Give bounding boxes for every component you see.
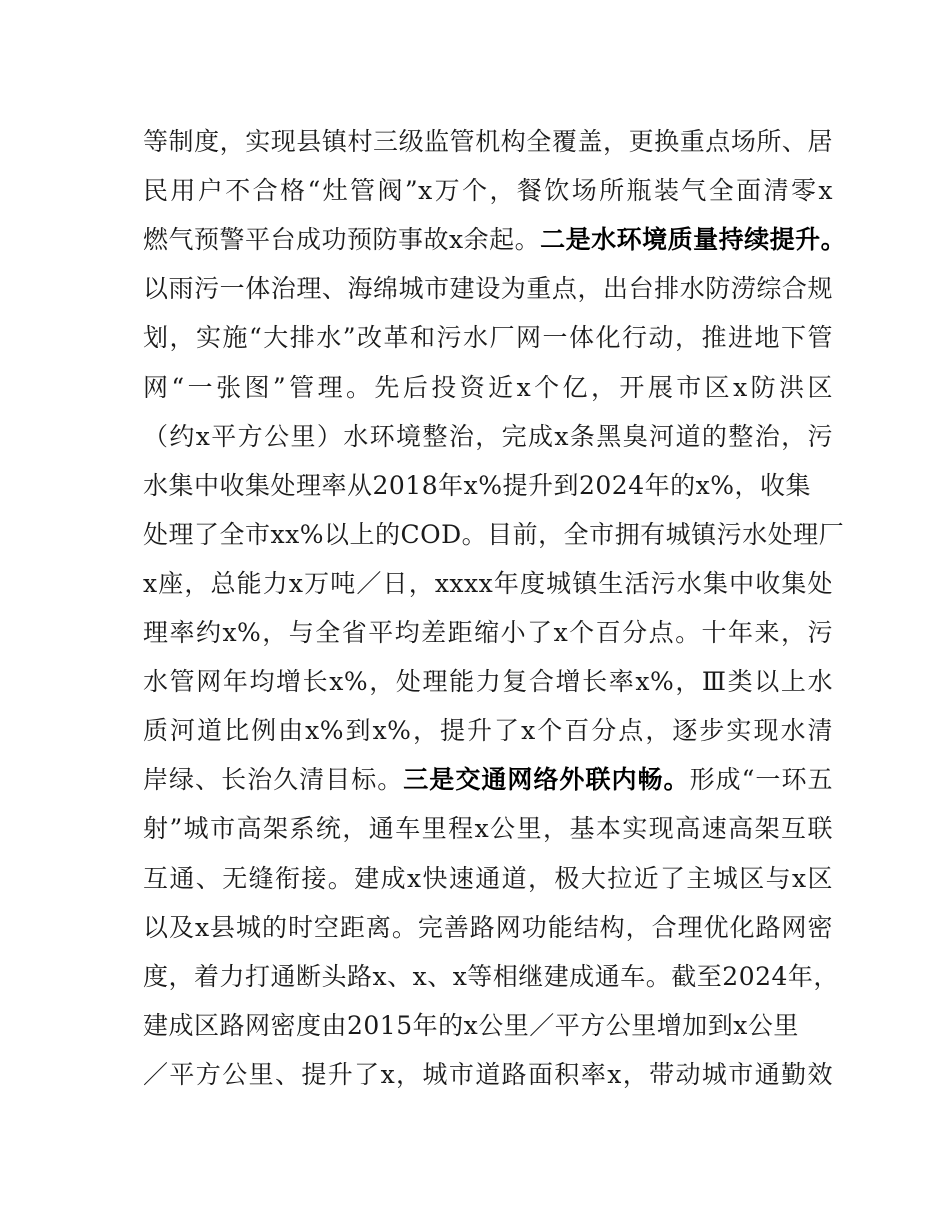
text-run: 燃气预警平台成功预防事故x余起。 <box>143 225 541 255</box>
text-run: 形成“一环五 <box>689 765 833 795</box>
text-line <box>143 908 833 948</box>
text-run: 射”城市高架系统，通车里程x公里，基本实现高速高架互联 <box>143 814 833 844</box>
text-line <box>143 711 833 751</box>
text-run: 度，着力打通断头路x、x、x等相继建成通车。截至2024年， <box>143 961 839 991</box>
text-run: 处理了全市xx%以上的COD。目前，全市拥有城镇污水处理厂 <box>143 519 845 549</box>
text-run: 等制度，实现县镇村三级监管机构全覆盖，更换重点场所、居 <box>143 127 833 156</box>
text-line <box>143 859 833 899</box>
text-run: ／平方公里、提升了x，城市道路面积率x，带动城市通勤效 <box>143 1059 833 1089</box>
text-run: 建成区路网密度由2015年的x公里／平方公里增加到x公里 <box>143 1010 799 1040</box>
bold-heading-phrase: 三是交通网络外联内畅。 <box>403 765 690 795</box>
text-line <box>143 269 833 309</box>
text-line <box>143 220 847 260</box>
text-run: 划，实施“大排水”改革和污水厂网一体化行动，推进地下管 <box>143 323 833 353</box>
text-line <box>143 809 833 849</box>
text-line <box>143 122 833 162</box>
text-line <box>143 318 833 358</box>
text-run: 民用户不合格“灶管阀”x万个，餐饮场所瓶装气全面清零x <box>143 176 833 206</box>
text-run: 以雨污一体治理、海绵城市建设为重点，出台排水防涝综合规 <box>143 274 833 304</box>
text-line <box>143 760 833 800</box>
text-line <box>143 171 833 211</box>
text-run: 水管网年均增长x%，处理能力复合增长率x%，Ⅲ类以上水 <box>143 667 833 697</box>
text-line <box>143 417 833 457</box>
text-run: 水集中收集处理率从2018年x%提升到2024年的x%，收集 <box>143 470 811 500</box>
text-run: 岸绿、长治久清目标。 <box>143 765 404 795</box>
text-run: 质河道比例由x%到x%，提升了x个百分点，逐步实现水清 <box>143 716 833 746</box>
text-line <box>143 564 833 604</box>
text-run: 网“一张图”管理。先后投资近x个亿，开展市区x防洪区 <box>143 372 833 402</box>
text-line <box>143 662 833 702</box>
text-run: （约x平方公里）水环境整治，完成x条黑臭河道的整治，污 <box>143 421 833 451</box>
text-line <box>143 957 839 997</box>
text-line <box>143 368 833 408</box>
text-line <box>143 466 833 506</box>
text-run: x座，总能力x万吨／日，xxxx年度城镇生活污水集中收集处 <box>143 568 833 598</box>
text-line <box>143 1006 833 1046</box>
text-run: 以及x县城的时空距离。完善路网功能结构，合理优化路网密 <box>143 912 833 942</box>
text-line <box>143 1055 833 1095</box>
text-run: 理率约x%，与全省平均差距缩小了x个百分点。十年来，污 <box>143 618 833 647</box>
text-run: 互通、无缝衔接。建成x快速通道，极大拉近了主城区与x区 <box>143 863 833 893</box>
bold-heading-phrase: 二是水环境质量持续提升。 <box>540 225 847 255</box>
text-line <box>143 515 845 555</box>
text-line <box>143 613 833 653</box>
